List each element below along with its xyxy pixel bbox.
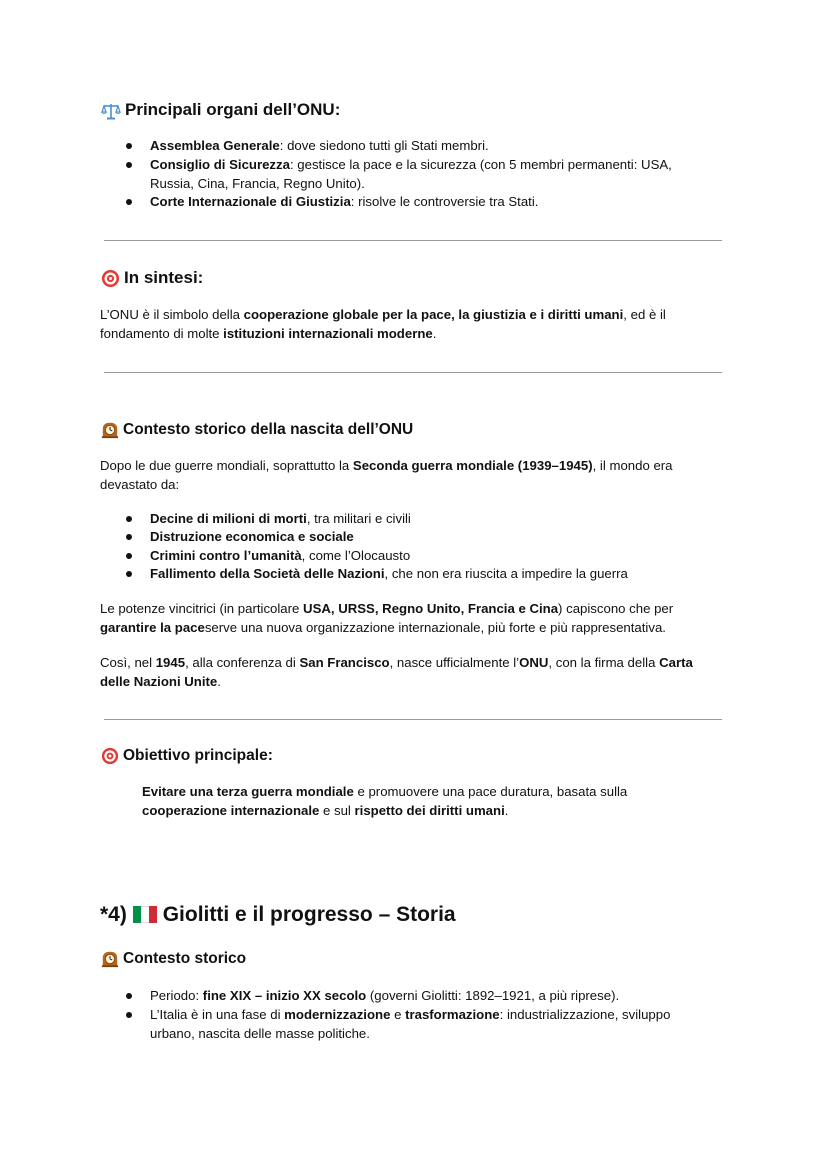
bullet [126,571,132,577]
list-item: Periodo: fine XIX – inizio XX secolo (governi Giolitti: 1892–1921, a più riprese). [150,988,620,1003]
target-icon [101,747,119,765]
mantel-clock-icon [101,950,119,968]
context-title: Contesto storico della nascita dell’ONU [123,421,414,439]
list-item: L’Italia è in una fase di modernizzazione e trasformazione: industrializzazione, sviluppo urbano, nascita delle masse politiche. [150,1007,671,1041]
list-item: Assemblea Generale: dove siedono tutti gli Stati membri. [150,138,489,153]
bullet [126,143,132,149]
bullet [126,516,132,522]
italy-flag-icon [133,905,157,922]
organs-heading [101,100,340,120]
bullet [126,993,132,999]
list-item: Fallimento della Società delle Nazioni, che non era riuscita a impedire la guerra [150,566,628,581]
list-item: Corte Internazionale di Giustizia: risolve le controversie tra Stati. [150,194,539,209]
bullet [126,553,132,559]
summary-paragraph: L’ONU è il simbolo della cooperazione globale per la pace, la giustizia e i diritti umani, ed è il fondamento di molte istituzioni internazionali moderne. [100,307,666,341]
objective-heading [101,747,273,765]
section4-prefix: *4) [100,903,127,926]
divider [104,240,722,241]
mantel-clock-icon [101,421,119,439]
bullet [126,1012,132,1018]
context-paragraph-2: Le potenze vincitrici (in particolare USA, URSS, Regno Unito, Francia e Cina) capiscono che per garantire la paceserve una nuova organizzazione internazionale, più forte e più rappresentativa. [100,601,674,635]
bullet [126,162,132,168]
list-item: Crimini contro l’umanità, come l’Olocausto [150,548,411,563]
giolitti-title: Contesto storico [123,950,247,968]
summary-title: In sintesi: [124,268,204,287]
giolitti-heading [101,950,246,968]
target-icon [101,269,120,288]
objective-title: Obiettivo principale: [123,747,273,765]
divider [104,719,722,720]
context-paragraph-3: Così, nel 1945, alla conferenza di San Francisco, nasce ufficialmente l’ONU, con la firma della Carta delle Nazioni Unite. [100,655,693,689]
list-item: Distruzione economica e sociale [150,529,354,544]
divider [104,372,722,373]
list-item: Decine di milioni di morti, tra militari e civili [150,511,411,526]
bullet [126,534,132,540]
bullet [126,199,132,205]
summary-heading [101,268,203,288]
list-item: Consiglio di Sicurezza: gestisce la pace e la sicurezza (con 5 membri permanenti: USA, Russia, Cina, Francia, Regno Unito). [150,157,672,191]
section4-title: Giolitti e il progresso – Storia [162,903,456,926]
scales-icon [101,102,121,120]
context-intro: Dopo le due guerre mondiali, soprattutto la Seconda guerra mondiale (1939–1945), il mondo era devastato da: [100,458,673,492]
context-heading [101,421,413,439]
objective-paragraph: Evitare una terza guerra mondiale e promuovere una pace duratura, basata sulla cooperazione internazionale e sul rispetto dei diritti umani. [142,784,628,818]
section4-heading [100,903,456,927]
organs-title: Principali organi dell’ONU: [125,100,341,119]
